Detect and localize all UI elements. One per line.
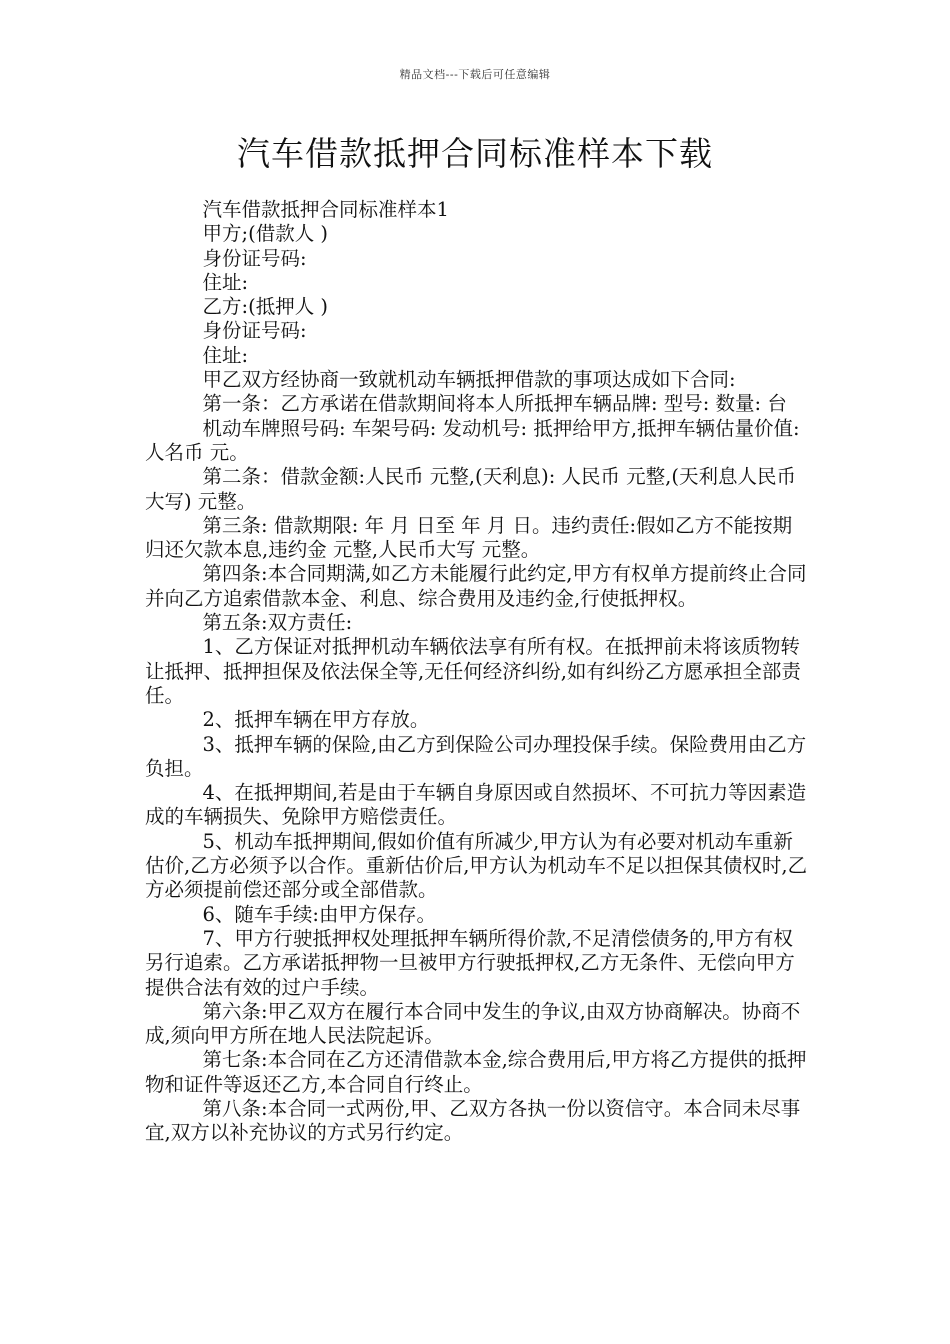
contract-paragraph: 乙方:(抵押人 ) <box>202 295 328 319</box>
contract-paragraph: 第六条:甲乙双方在履行本合同中发生的争议,由双方协商解决。协商不成,须向甲方所在地人民法院起诉。 <box>145 999 801 1048</box>
contract-paragraph: 2、抵押车辆在甲方存放。 <box>202 708 430 732</box>
contract-paragraph: 汽车借款抵押合同标准样本1 <box>202 198 449 221</box>
contract-paragraph: 身份证号码: <box>202 246 307 270</box>
contract-paragraph: 甲乙双方经协商一致就机动车辆抵押借款的事项达成如下合同: <box>202 368 736 392</box>
contract-paragraph: 住址: <box>202 270 249 294</box>
contract-paragraph: 第三条: 借款期限: 年 月 日至 年 月 日。违约责任:假如乙方不能按期归还欠款本息,违约金 元整,人民币大写 元整。 <box>145 513 793 562</box>
document-title: 汽车借款抵押合同标准样本下载 <box>237 134 713 173</box>
contract-paragraph: 第二条：借款金额:人民币 元整,(天利息): 人民币 元整,(天利息人民币大写) 元整。 <box>145 465 796 513</box>
contract-paragraph: 7、甲方行驶抵押权处理抵押车辆所得价款,不足清偿债务的,甲方有权另行追索。乙方承诺抵押物一旦被甲方行驶抵押权,乙方无条件、无偿向甲方提供合法有效的过户手续。 <box>145 926 795 999</box>
contract-paragraph: 第七条:本合同在乙方还清借款本金,综合费用后,甲方将乙方提供的抵押物和证件等返还乙方,本合同自行终止。 <box>145 1048 807 1096</box>
contract-paragraph: 4、在抵押期间,若是由于车辆自身原因或自然损坏、不可抗力等因素造成的车辆损失、免除甲方赔偿责任。 <box>145 781 807 829</box>
contract-paragraph: 住址: <box>202 343 249 367</box>
contract-paragraph: 5、机动车抵押期间,假如价值有所减少,甲方认为有必要对机动车重新估价,乙方必须予以合作。重新估价后,甲方认为机动车不足以担保其债权时,乙方必须提前偿还部分或全部借款。 <box>145 829 808 902</box>
contract-paragraph: 机动车牌照号码: 车架号码: 发动机号: 抵押给甲方,抵押车辆估量价值:人名币 元。 <box>145 416 800 464</box>
contract-paragraph: 第一条：乙方承诺在借款期间将本人所抵押车辆品牌: 型号: 数量: 台 <box>202 392 787 416</box>
contract-paragraph: 第五条:双方责任: <box>202 611 353 635</box>
document-body <box>145 198 810 1146</box>
page-header-note: 精品文档---下载后可任意编辑 <box>399 68 551 81</box>
contract-paragraph: 身份证号码: <box>202 319 307 343</box>
contract-paragraph: 3、抵押车辆的保险,由乙方到保险公司办理投保手续。保险费用由乙方负担。 <box>145 732 807 780</box>
contract-paragraph: 1、乙方保证对抵押机动车辆依法享有所有权。在抵押前未将该质物转让抵押、抵押担保及依法保全等,无任何经济纠纷,如有纠纷乙方愿承担全部责任。 <box>145 635 801 707</box>
contract-paragraph: 第八条:本合同一式两份,甲、乙双方各执一份以资信守。本合同未尽事宜,双方以补充协议的方式另行约定。 <box>145 1096 801 1145</box>
contract-paragraph: 第四条:本合同期满,如乙方未能履行此约定,甲方有权单方提前终止合同并向乙方追索借款本金、利息、综合费用及违约金,行使抵押权。 <box>145 562 807 610</box>
contract-paragraph: 甲方;(借款人 ) <box>202 222 328 246</box>
contract-paragraph: 6、随车手续:由甲方保存。 <box>202 902 436 926</box>
